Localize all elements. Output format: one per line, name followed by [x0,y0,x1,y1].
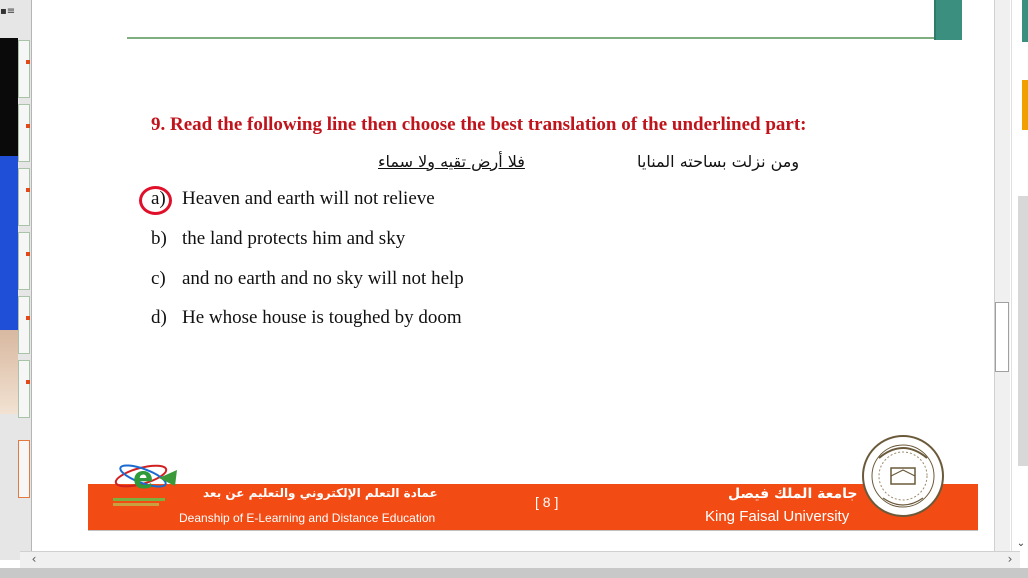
scroll-left-icon[interactable]: ‹ [31,552,37,566]
video-feed-dark-area [0,38,18,156]
horizontal-scrollbar[interactable] [20,551,1020,568]
header-rule [127,37,962,39]
footer-rule [88,530,978,531]
deanship-name-arabic: عمادة التعلم الإلكتروني والتعليم عن بعد [203,486,438,500]
option-letter: d) [151,307,167,328]
thumbnail-marker [26,380,30,384]
scroll-right-icon[interactable]: › [1007,552,1013,566]
option-b[interactable] [151,228,405,250]
right-panel-accent [1022,80,1028,130]
university-name-english: King Faisal University [705,508,850,525]
thumbnail-marker [26,124,30,128]
elearning-e-logo-icon [111,450,191,514]
verse-first-half: ومن نزلت بساحته المنايا [637,152,800,171]
question-number: 9. [151,114,166,135]
header-decoration [934,0,962,40]
option-text: He whose house is toughed by doom [182,307,462,328]
thumbnail-marker [26,252,30,256]
slide-thumbnail[interactable] [18,168,30,226]
window-bottom-edge [0,568,1028,578]
option-letter: c) [151,268,166,289]
slide-thumbnail[interactable] [18,104,30,162]
slide-thumbnail[interactable] [18,296,30,354]
thumbnail-marker [26,316,30,320]
video-feed-presenter [0,330,18,414]
slide-thumbnail-current[interactable] [18,440,30,498]
option-text: and no earth and no sky will not help [182,268,464,289]
deanship-name-english: Deanship of E-Learning and Distance Education [179,511,436,525]
right-panel-bar [1018,196,1028,466]
option-letter: a) [151,188,166,209]
question-text [151,114,807,136]
option-letter: b) [151,228,167,249]
option-text: the land protects him and sky [182,228,406,249]
scroll-down-icon[interactable]: ⌄ [1016,538,1026,549]
king-faisal-university-seal-icon [861,434,945,518]
vertical-scrollbar[interactable] [994,0,1010,552]
slide-canvas [33,0,993,548]
thumbnail-marker [26,188,30,192]
option-d[interactable] [151,307,462,329]
slide-thumbnail[interactable] [18,232,30,290]
vertical-scrollbar-thumb[interactable] [995,302,1009,372]
thumbnail-marker [26,60,30,64]
question-prompt: Read the following line then choose the best translation of the underlined part: [170,114,807,135]
panel-menu-icon[interactable]: ▪≡ [0,6,16,17]
slide-thumbnail[interactable] [18,40,30,98]
option-text: Heaven and earth will not relieve [182,188,435,209]
page-number: [ 8 ] [535,494,559,510]
right-panel-accent [1022,0,1028,42]
svg-text:e: e [133,461,154,496]
slide-thumbnail[interactable] [18,360,30,418]
option-a[interactable] [151,188,435,210]
option-c[interactable] [151,268,464,290]
verse-second-half-underlined: فلا أرض تقيه ولا سماء [378,152,525,171]
university-name-arabic: جامعة الملك فيصل [728,486,858,502]
